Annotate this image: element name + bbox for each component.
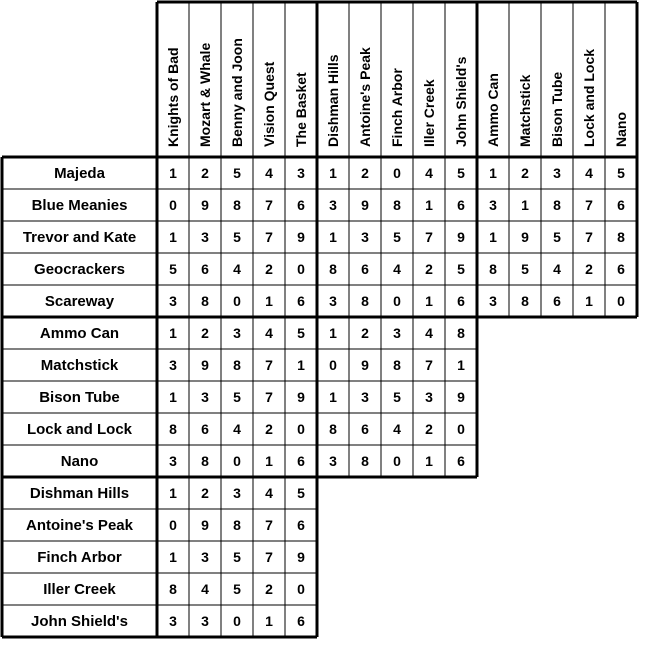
grid-cell[interactable]: 8: [169, 421, 177, 437]
grid-cell[interactable]: 5: [393, 229, 401, 245]
row-label: Dishman Hills: [29, 485, 130, 502]
grid-cell[interactable]: 1: [425, 453, 433, 469]
grid-cell[interactable]: 3: [169, 613, 177, 629]
grid-cell[interactable]: 6: [361, 421, 369, 437]
grid-cell[interactable]: 1: [265, 453, 273, 469]
grid-cell[interactable]: 1: [265, 293, 273, 309]
grid-cell[interactable]: 0: [329, 357, 337, 373]
grid-cell[interactable]: 8: [489, 261, 497, 277]
grid-cell[interactable]: 6: [201, 421, 209, 437]
grid-cell[interactable]: 3: [169, 357, 177, 373]
grid-cell[interactable]: 1: [329, 165, 337, 181]
grid-cell[interactable]: 3: [361, 229, 369, 245]
grid-cell[interactable]: 3: [201, 389, 209, 405]
column-header: Knights of Bad: [165, 47, 181, 147]
grid-cell[interactable]: 4: [553, 261, 561, 277]
grid-cell[interactable]: 1: [489, 165, 497, 181]
grid-cell[interactable]: 3: [169, 293, 177, 309]
grid-cell[interactable]: 6: [297, 293, 305, 309]
grid-cell[interactable]: 4: [265, 165, 273, 181]
grid-cell[interactable]: 3: [233, 325, 241, 341]
grid-cell[interactable]: 4: [265, 325, 273, 341]
grid-cell[interactable]: 2: [265, 581, 273, 597]
grid-cell[interactable]: 3: [233, 485, 241, 501]
row-label: Iller Creek: [43, 581, 116, 598]
column-header: The Basket: [293, 72, 309, 147]
grid-cell[interactable]: 5: [457, 261, 465, 277]
grid-cell[interactable]: 0: [457, 421, 465, 437]
grid-cell[interactable]: 6: [457, 453, 465, 469]
grid-cell[interactable]: 5: [169, 261, 177, 277]
grid-cell[interactable]: 5: [457, 165, 465, 181]
grid-cell[interactable]: 2: [265, 421, 273, 437]
row-label: Antoine's Peak: [26, 517, 133, 534]
column-header: Ammo Can: [485, 73, 501, 147]
grid-cell[interactable]: 6: [553, 293, 561, 309]
grid-lines: [2, 2, 637, 637]
grid-cell[interactable]: 2: [265, 261, 273, 277]
grid-cell[interactable]: 9: [297, 229, 305, 245]
row-labels: [23, 165, 136, 630]
grid-cell[interactable]: 6: [457, 197, 465, 213]
row-label: Nano: [60, 453, 99, 470]
column-headers: [165, 38, 629, 147]
row-label: Scareway: [44, 293, 115, 310]
grid-cell[interactable]: 0: [617, 293, 625, 309]
grid-cell[interactable]: 5: [297, 325, 305, 341]
grid-cell[interactable]: 0: [233, 293, 241, 309]
grid-cell[interactable]: 8: [169, 581, 177, 597]
row-label: Ammo Can: [39, 325, 120, 342]
grid-cell[interactable]: 1: [521, 197, 529, 213]
grid-cell[interactable]: 6: [201, 261, 209, 277]
grid-cell[interactable]: 0: [393, 165, 401, 181]
grid-cell[interactable]: 2: [585, 261, 593, 277]
grid-cell[interactable]: 8: [393, 197, 401, 213]
grid-cell[interactable]: 6: [617, 261, 625, 277]
grid-cell[interactable]: 8: [361, 293, 369, 309]
grid-cell[interactable]: 1: [329, 325, 337, 341]
grid-cell[interactable]: 6: [297, 197, 305, 213]
grid-cell[interactable]: 3: [393, 325, 401, 341]
grid-cell[interactable]: 3: [201, 613, 209, 629]
grid-cell[interactable]: 8: [329, 421, 337, 437]
grid-cell[interactable]: 8: [457, 325, 465, 341]
column-header: Finch Arbor: [389, 68, 405, 147]
grid-cell[interactable]: 4: [201, 581, 209, 597]
grid-cell[interactable]: 2: [361, 325, 369, 341]
grid-cell[interactable]: 1: [457, 357, 465, 373]
column-header: Benny and Joon: [229, 38, 245, 147]
grid-cell[interactable]: 7: [265, 229, 273, 245]
grid-cell[interactable]: 9: [201, 197, 209, 213]
row-label: Lock and Lock: [26, 421, 133, 438]
grid-cell[interactable]: 2: [361, 165, 369, 181]
grid-cell[interactable]: 1: [425, 197, 433, 213]
grid-cell[interactable]: 7: [425, 229, 433, 245]
grid-cell[interactable]: 8: [553, 197, 561, 213]
grid-cell[interactable]: 9: [521, 229, 529, 245]
grid-cell[interactable]: 2: [425, 261, 433, 277]
column-header: Matchstick: [517, 74, 533, 147]
grid-cells: [169, 165, 625, 629]
column-header: Vision Quest: [261, 61, 277, 147]
grid-cell[interactable]: 6: [297, 613, 305, 629]
grid-cell[interactable]: 6: [457, 293, 465, 309]
grid-cell[interactable]: 7: [265, 389, 273, 405]
grid-cell[interactable]: 1: [169, 549, 177, 565]
grid-cell[interactable]: 2: [201, 165, 209, 181]
grid-cell[interactable]: 1: [329, 229, 337, 245]
grid-cell[interactable]: 1: [425, 293, 433, 309]
grid-cell[interactable]: 4: [265, 485, 273, 501]
grid-cell[interactable]: 5: [617, 165, 625, 181]
grid-cell[interactable]: 1: [169, 485, 177, 501]
grid-cell[interactable]: 6: [361, 261, 369, 277]
grid-cell[interactable]: 1: [169, 165, 177, 181]
grid-cell[interactable]: 9: [361, 357, 369, 373]
grid-cell[interactable]: 1: [585, 293, 593, 309]
grid-cell[interactable]: 8: [233, 197, 241, 213]
grid-cell[interactable]: 4: [393, 421, 401, 437]
grid-cell[interactable]: 0: [393, 453, 401, 469]
grid-cell[interactable]: 0: [297, 581, 305, 597]
column-header: John Shield's: [453, 56, 469, 147]
grid-cell[interactable]: 4: [233, 261, 241, 277]
grid-cell[interactable]: 4: [425, 165, 433, 181]
grid-cell[interactable]: 0: [297, 261, 305, 277]
row-label: Finch Arbor: [37, 549, 122, 566]
grid-cell[interactable]: 5: [521, 261, 529, 277]
grid-cell[interactable]: 8: [233, 357, 241, 373]
grid-cell[interactable]: 9: [297, 549, 305, 565]
grid-cell[interactable]: 3: [489, 293, 497, 309]
grid-cell[interactable]: 3: [489, 197, 497, 213]
grid-cell[interactable]: 5: [393, 389, 401, 405]
column-header: Antoine's Peak: [357, 47, 373, 147]
grid-cell[interactable]: 2: [521, 165, 529, 181]
grid-cell[interactable]: 0: [233, 453, 241, 469]
grid-cell[interactable]: 7: [585, 197, 593, 213]
column-header: Dishman Hills: [325, 54, 341, 147]
grid-cell[interactable]: 2: [201, 485, 209, 501]
row-label: Trevor and Kate: [22, 229, 137, 246]
column-header: Iller Creek: [421, 79, 437, 147]
grid-cell[interactable]: 5: [233, 229, 241, 245]
column-header: Bison Tube: [549, 71, 565, 147]
grid-cell[interactable]: 5: [553, 229, 561, 245]
grid-cell[interactable]: 9: [201, 517, 209, 533]
grid-cell[interactable]: 4: [425, 325, 433, 341]
grid-cell[interactable]: 3: [201, 549, 209, 565]
grid-cell[interactable]: 7: [265, 197, 273, 213]
grid-cell[interactable]: 0: [169, 197, 177, 213]
row-label: John Shield's: [31, 613, 128, 630]
grid-cell[interactable]: 9: [201, 357, 209, 373]
grid-cell[interactable]: 8: [233, 517, 241, 533]
grid-cell[interactable]: 8: [393, 357, 401, 373]
grid-cell[interactable]: 0: [169, 517, 177, 533]
grid-cell[interactable]: 4: [393, 261, 401, 277]
grid-cell[interactable]: 1: [297, 357, 305, 373]
grid-cell[interactable]: 4: [233, 421, 241, 437]
column-header: Mozart & Whale: [197, 42, 213, 147]
grid-cell[interactable]: 3: [553, 165, 561, 181]
grid-cell[interactable]: 3: [329, 293, 337, 309]
grid-cell[interactable]: 9: [457, 389, 465, 405]
grid-cell[interactable]: 3: [329, 197, 337, 213]
grid-cell[interactable]: 8: [521, 293, 529, 309]
row-label: Bison Tube: [39, 389, 120, 406]
grid-cell[interactable]: 0: [393, 293, 401, 309]
row-label: Majeda: [54, 165, 105, 182]
grid-cell[interactable]: 1: [169, 229, 177, 245]
grid-cell[interactable]: 0: [233, 613, 241, 629]
grid-cell[interactable]: 3: [329, 453, 337, 469]
grid-cell[interactable]: 7: [585, 229, 593, 245]
grid-cell[interactable]: 5: [297, 485, 305, 501]
grid-cell[interactable]: 2: [201, 325, 209, 341]
row-label: Matchstick: [40, 357, 119, 374]
grid-cell[interactable]: 8: [201, 293, 209, 309]
grid-cell[interactable]: 5: [233, 581, 241, 597]
grid-cell[interactable]: 3: [169, 453, 177, 469]
grid-cell[interactable]: 3: [425, 389, 433, 405]
grid-cell[interactable]: 8: [361, 453, 369, 469]
grid-cell[interactable]: 7: [265, 549, 273, 565]
grid-cell[interactable]: 9: [457, 229, 465, 245]
row-label: Geocrackers: [34, 261, 125, 278]
grid-cell[interactable]: 5: [233, 549, 241, 565]
grid-cell[interactable]: 1: [265, 613, 273, 629]
grid-cell[interactable]: 1: [489, 229, 497, 245]
grid-cell[interactable]: 8: [617, 229, 625, 245]
grid-cell[interactable]: 0: [297, 421, 305, 437]
column-header: Lock and Lock: [581, 48, 597, 147]
grid-cell[interactable]: 7: [425, 357, 433, 373]
grid-cell[interactable]: 2: [425, 421, 433, 437]
grid-cell[interactable]: 3: [361, 389, 369, 405]
grid-cell[interactable]: 5: [233, 165, 241, 181]
grid-cell[interactable]: 6: [617, 197, 625, 213]
grid-cell[interactable]: 8: [329, 261, 337, 277]
grid-cell[interactable]: 9: [297, 389, 305, 405]
grid-cell[interactable]: 3: [297, 165, 305, 181]
grid-cell[interactable]: 1: [169, 325, 177, 341]
grid-cell[interactable]: 6: [297, 517, 305, 533]
grid-cell[interactable]: 5: [233, 389, 241, 405]
row-label: Blue Meanies: [31, 197, 128, 214]
grid-cell[interactable]: 1: [169, 389, 177, 405]
grid-cell[interactable]: 9: [361, 197, 369, 213]
grid-cell[interactable]: 7: [265, 357, 273, 373]
grid-cell[interactable]: 8: [201, 453, 209, 469]
grid-cell[interactable]: 1: [329, 389, 337, 405]
column-header: Nano: [613, 112, 629, 147]
grid-cell[interactable]: 3: [201, 229, 209, 245]
grid-cell[interactable]: 6: [297, 453, 305, 469]
grid-cell[interactable]: 4: [585, 165, 593, 181]
grid-cell[interactable]: 7: [265, 517, 273, 533]
